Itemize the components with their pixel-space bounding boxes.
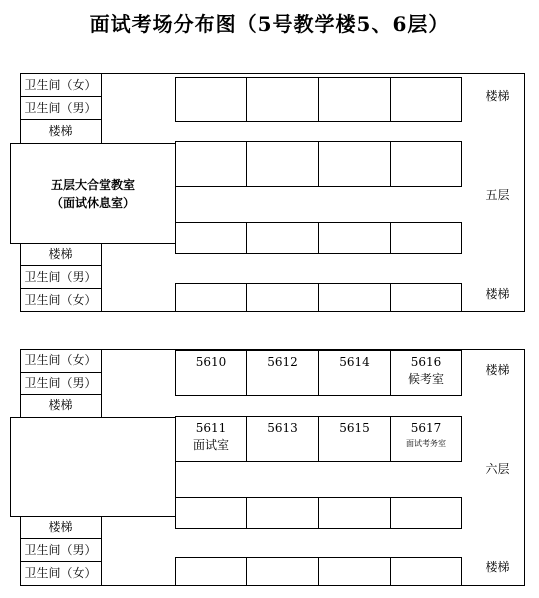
floor6-stairs-right-bottom: 楼梯: [485, 560, 510, 574]
room-number: 5613: [267, 421, 298, 435]
floor5-room: [246, 141, 319, 187]
floor5-stairs-right-top: 楼梯: [485, 89, 510, 103]
floor5-room: [175, 222, 247, 254]
floor6-room-5617: [390, 416, 462, 462]
floor6-room: [390, 557, 462, 586]
room-number: 5614: [339, 355, 370, 369]
floor6-room: [246, 497, 319, 529]
floor5-hall-purpose: （面试休息室）: [50, 195, 135, 210]
floor5-restroom-women-top: 卫生间（女）: [24, 78, 97, 92]
floor6-room-5616: [390, 350, 462, 396]
floor5-room: [390, 222, 462, 254]
floor5-room: [175, 283, 247, 312]
floor5-room: [318, 283, 391, 312]
floor5-restroom-men-bottom: 卫生间（男）: [24, 270, 97, 284]
floor5-room: [175, 141, 247, 187]
floor6-restroom-men-bottom: 卫生间（男）: [24, 543, 97, 557]
floor5-restroom-women-bottom: 卫生间（女）: [24, 293, 97, 307]
floor6-room: [175, 497, 247, 529]
floor5-room: [390, 77, 462, 122]
floor6-room-5611: [175, 416, 247, 462]
floor5-room: [390, 141, 462, 187]
room-note-interview: 面试室: [192, 438, 229, 452]
floor6-room: [175, 557, 247, 586]
room-note-admin: 面试考务室: [406, 439, 446, 448]
floor6-stairs-left-bottom: 楼梯: [48, 520, 73, 534]
room-number: 5610: [195, 355, 227, 369]
floor5-room: [318, 222, 391, 254]
floor6-room: [318, 557, 391, 586]
floor5-stairs-left-top: 楼梯: [48, 124, 73, 138]
floor5-left-column-divider: [101, 243, 102, 312]
room-number: 5617: [410, 421, 442, 435]
floor5-left-column-divider: [101, 73, 102, 144]
floor6-restroom-women-top: 卫生间（女）: [24, 353, 97, 367]
room-number: 5612: [267, 355, 298, 369]
floor5-floor-label: 五层: [485, 188, 510, 202]
floor5-room: [390, 283, 462, 312]
floor6-room: [318, 497, 391, 529]
floor6-room: [246, 557, 319, 586]
floor5-restroom-men-top: 卫生间（男）: [24, 101, 97, 115]
floor6-lecture-hall: [10, 417, 176, 517]
floor5-room: [175, 77, 247, 122]
floor6-restroom-men-top: 卫生间（男）: [24, 376, 97, 390]
floor5-stairs-right-bottom: 楼梯: [485, 287, 510, 301]
floor6-left-column-divider: [101, 349, 102, 418]
floor5-room: [246, 77, 319, 122]
floor6-room: [390, 497, 462, 529]
floor6-room-5612: [246, 350, 319, 396]
floor5-hall-name: 五层大合堂教室: [50, 177, 135, 192]
floor6-stairs-left-top: 楼梯: [48, 398, 73, 412]
floor5-room: [246, 283, 319, 312]
room-note-waiting: 候考室: [407, 372, 444, 386]
floor6-stairs-right-top: 楼梯: [485, 363, 510, 377]
floor5-stairs-left-bottom: 楼梯: [48, 247, 73, 261]
room-number: 5615: [339, 421, 370, 435]
floor6-room-5613: [246, 416, 319, 462]
floor6-floor-label: 六层: [485, 462, 510, 476]
page-title: 面试考场分布图（5号教学楼5、6层）: [89, 12, 450, 36]
floor6-room-5614: [318, 350, 391, 396]
room-number: 5616: [410, 355, 442, 369]
floor6-restroom-women-bottom: 卫生间（女）: [24, 566, 97, 580]
floor5-room: [318, 141, 391, 187]
floor6-room-5610: [175, 350, 247, 396]
floor6-room-5615: [318, 416, 391, 462]
floor5-room: [318, 77, 391, 122]
floor6-left-column-divider: [101, 516, 102, 586]
floor5-room: [246, 222, 319, 254]
floor5-lecture-hall: [10, 143, 176, 244]
room-number: 5611: [195, 421, 227, 435]
